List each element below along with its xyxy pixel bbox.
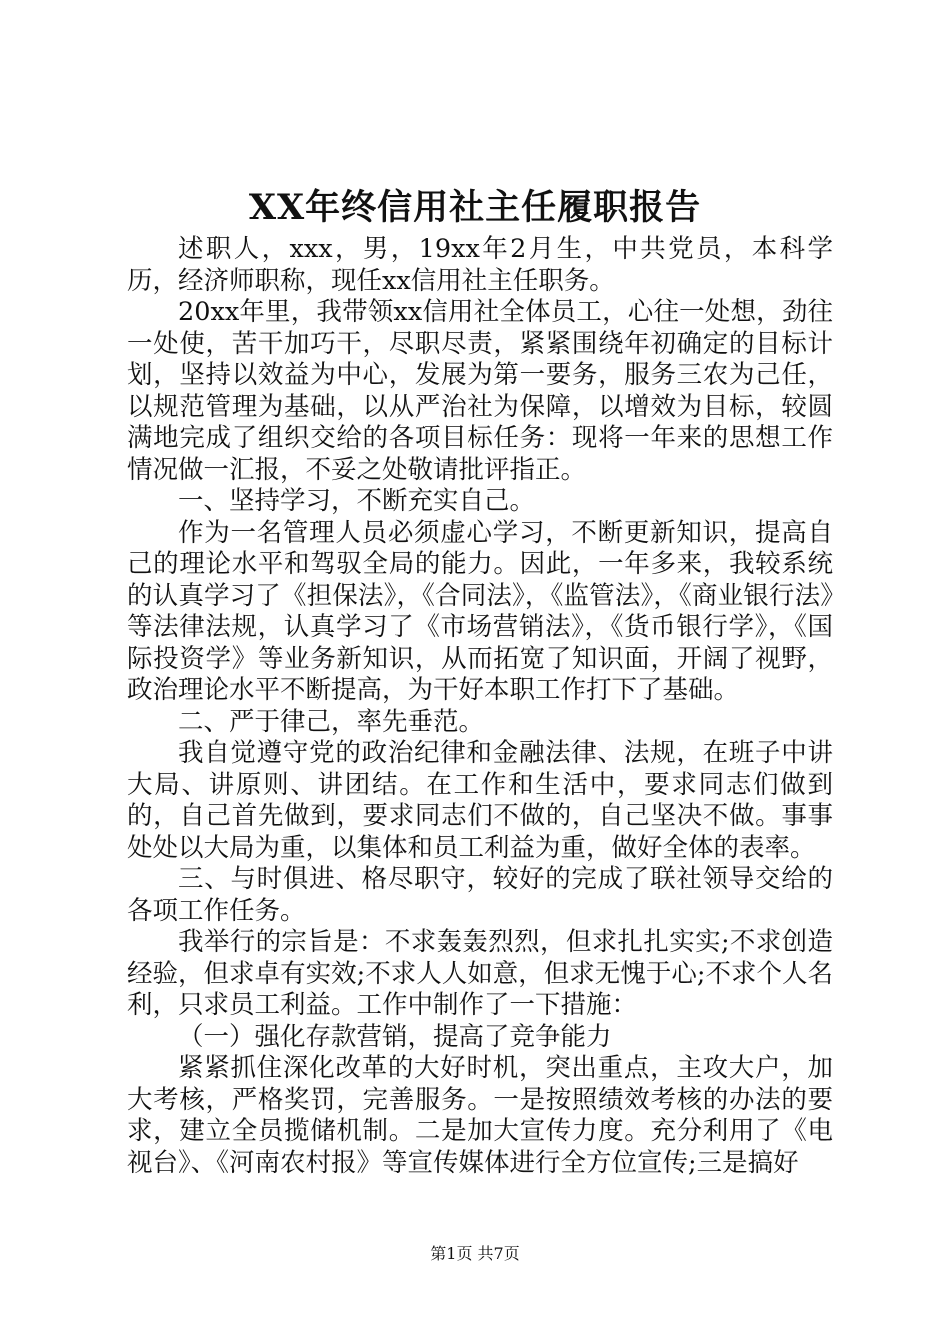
paragraph-summary: 20xx年里，我带领xx信用社全体员工，心往一处想，劲往一处使，苦干加巧干，尽职尽责，紧紧围绕年初确定的目标计划，坚持以效益为中心，发展为第一要务，服务三农为己任，以规范管理为基础，以从严治社为保障，以增效为目标，较圆满地完成了组织交给的各项目标任务：现将一年来的思想工作情况做一汇报，不妥之处敬请批评指正。	[127, 297, 833, 485]
section-heading-2: 二、严于律己，率先垂范。	[178, 706, 485, 737]
page-number-footer: 第1页 共7页	[430, 1244, 520, 1263]
subsection-heading-1: （一）强化存款营销，提高了竞争能力	[178, 1021, 612, 1052]
paragraph-intro: 述职人，xxx，男，19xx年2月生，中共党员，本科学历，经济师职称，现任xx信用社主任职务。	[127, 234, 833, 296]
paragraph-study: 作为一名管理人员必须虚心学习，不断更新知识，提高自己的理论水平和驾驭全局的能力。因此，一年多来，我较系统的认真学习了《担保法》，《合同法》，《监管法》，《商业银行法》等法律法规，认真学习了《市场营销法》，《货币银行学》，《国际投资学》等业务新知识，从而拓宽了知识面，开阔了视野，政治理论水平不断提高，为干好本职工作打下了基础。	[127, 517, 833, 705]
paragraph-principles: 我举行的宗旨是：不求轰轰烈烈，但求扎扎实实;不求创造经验，但求卓有实效;不求人人如意，但求无愧于心;不求个人名利，只求员工利益。工作中制作了一下措施：	[127, 927, 833, 1020]
paragraph-deposit-marketing: 紧紧抓住深化改革的大好时机，突出重点，主攻大户，加大考核，严格奖罚，完善服务。一是按照绩效考核的办法的要求，建立全员揽储机制。二是加大宣传力度。充分利用了《电视台》、《河南农村报》等宣传媒体进行全方位宣传;三是搞好	[127, 1053, 833, 1178]
document-body	[127, 234, 833, 1179]
section-heading-1: 一、坚持学习，不断充实自己。	[178, 486, 536, 516]
section-heading-3: 三、与时俱进、格尽职守，较好的完成了联社领导交给的各项工作任务。	[127, 864, 833, 926]
paragraph-discipline: 我自觉遵守党的政治纪律和金融法律、法规，在班子中讲大局、讲原则、讲团结。在工作和生活中，要求同志们做到的，自己首先做到，要求同志们不做的，自己坚决不做。事事处处以大局为重，以集体和员工利益为重，做好全体的表率。	[127, 738, 833, 863]
document-title: XX年终信用社主任履职报告	[248, 187, 702, 228]
